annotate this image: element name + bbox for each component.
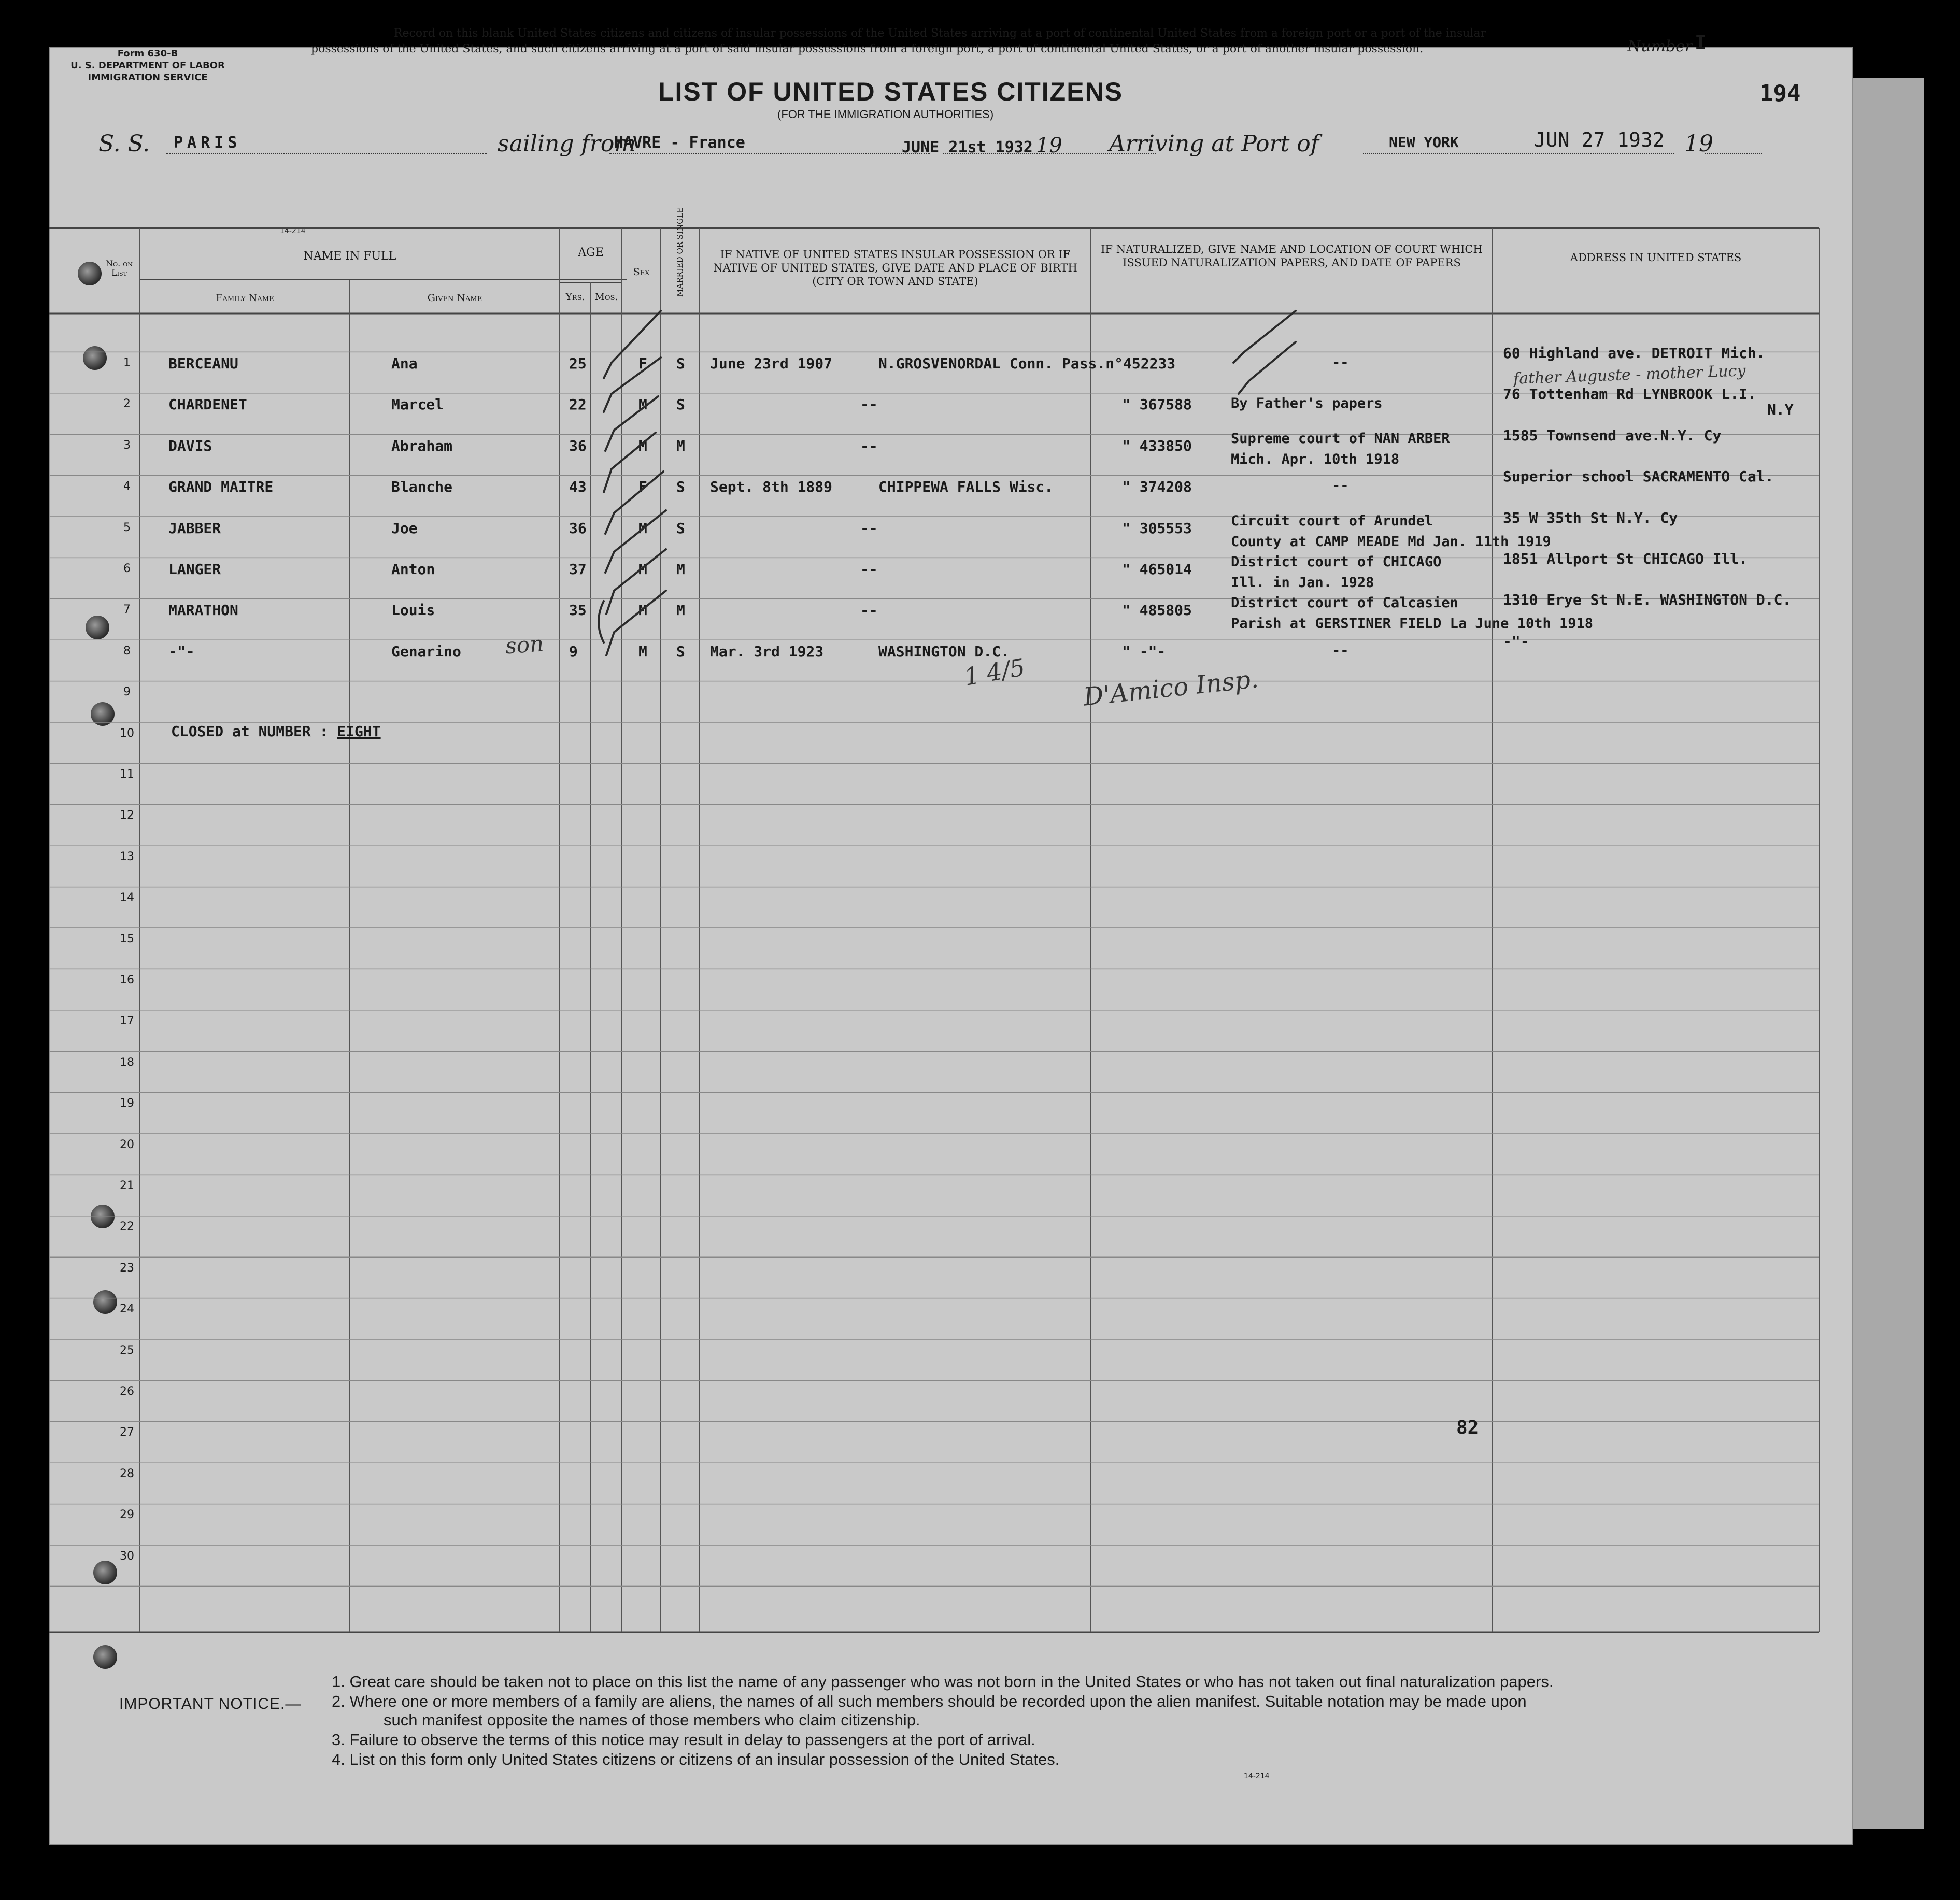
form-identifier — [62, 48, 233, 83]
row-number: 26 — [120, 1385, 134, 1398]
header-address: ADDRESS IN UNITED STATES — [1570, 251, 1742, 264]
departure-date-suffix: 19 — [1035, 134, 1062, 158]
birth-date-cell: -- — [860, 437, 878, 454]
row-number: 11 — [120, 768, 134, 781]
departure-port-line — [609, 153, 930, 154]
page-number: 194 — [1759, 80, 1801, 107]
header-sex: Sex — [633, 266, 650, 278]
header-no-on-list: No. on List — [106, 259, 133, 278]
address-cont-cell: N.Y — [1767, 401, 1794, 419]
age-cell: 36 — [569, 519, 587, 537]
sex-cell: M — [638, 437, 647, 454]
row-number: 17 — [120, 1015, 134, 1028]
closed-number: EIGHT — [337, 723, 381, 740]
naturalization-court-cell: District court of CHICAGO — [1231, 554, 1442, 570]
birth-date-cell: -- — [860, 519, 878, 537]
sex-cell: M — [638, 561, 647, 578]
address-cell: 35 W 35th St N.Y. Cy — [1503, 509, 1678, 526]
row-number: 7 — [123, 603, 131, 617]
family-name-cell: DAVIS — [168, 437, 212, 454]
naturalization-court-cell: -- — [1332, 354, 1349, 370]
birth-date-cell: June 23rd 1907 — [710, 355, 833, 372]
marital-status-cell: M — [676, 437, 685, 454]
given-name-cell: Marcel — [391, 396, 444, 413]
department-name: U. S. DEPARTMENT OF LABOR — [70, 60, 225, 71]
arriving-label: Arriving at Port of — [1109, 131, 1319, 157]
row-number: 5 — [123, 521, 131, 534]
closed-at-number — [171, 723, 381, 740]
header-name-in-full: NAME IN FULL — [303, 250, 396, 263]
family-name-cell: GRAND MAITRE — [168, 478, 274, 496]
row-number: 25 — [120, 1344, 134, 1357]
row-number: 8 — [123, 644, 131, 658]
closed-label: CLOSED at NUMBER : — [171, 723, 337, 740]
address-cell: 76 Tottenham Rd LYNBROOK L.I. — [1503, 385, 1756, 403]
naturalization-court-cell: District court of Calcasien — [1231, 595, 1458, 611]
departure-date-value: JUNE 21st 1932 — [902, 138, 1033, 156]
naturalization-number-cell: " 305553 — [1122, 519, 1192, 537]
age-cell: 35 — [569, 602, 587, 619]
naturalization-number-cell: " 374208 — [1122, 478, 1192, 496]
family-name-cell: BERCEANU — [168, 355, 238, 372]
family-name-cell: LANGER — [168, 561, 221, 578]
row-number: 15 — [120, 932, 134, 946]
birth-date-cell: -- — [860, 602, 878, 619]
arrival-year-suffix: 19 — [1684, 131, 1713, 157]
punch-hole — [86, 616, 109, 639]
given-name-cell: Genarino — [391, 642, 461, 660]
birth-date-cell: -- — [860, 561, 878, 578]
address-cell: 1585 Townsend ave.N.Y. Cy — [1503, 426, 1722, 444]
row-number: 22 — [120, 1220, 134, 1234]
naturalization-court-cell: Circuit court of Arundel — [1231, 512, 1433, 529]
ship-name: PARIS — [174, 134, 242, 152]
marital-status-cell: M — [676, 602, 685, 619]
naturalization-court-detail-cell: Parish at GERSTINER FIELD La June 10th 1918 — [1231, 616, 1593, 632]
row-number: 21 — [120, 1179, 134, 1192]
header-age: AGE — [578, 246, 604, 259]
naturalization-court-cell: Supreme court of NAN ARBER — [1231, 430, 1450, 447]
manifest-sheet — [49, 47, 1853, 1845]
arrival-date-stamp: JUN 27 1932 — [1534, 128, 1665, 151]
form-number: Form 630-B — [117, 48, 178, 59]
address-cell: Superior school SACRAMENTO Cal. — [1503, 468, 1774, 485]
naturalization-number-cell: " 465014 — [1122, 561, 1192, 578]
age-cell: 25 — [569, 355, 587, 372]
form-code-top: 14-214 — [280, 227, 306, 235]
instructions-text: Record on this blank United States citizens and citizens of insular possessions of the United States arriving at a port of continental United States from a foreign port or a port of the insular possessions of the United States, and such citizens arriving at a port of said insular possessions from a foreign port, a port of continental United States, or a port of another insular possession. — [311, 27, 1486, 55]
birth-place-cell: CHIPPEWA FALLS Wisc. — [878, 478, 1054, 496]
age-cell: 9 — [569, 642, 578, 660]
naturalization-court-cell: -- — [1332, 478, 1349, 494]
row-number: 14 — [120, 891, 134, 905]
sex-cell: F — [638, 478, 647, 496]
row-number: 2 — [123, 397, 131, 411]
naturalization-court-detail-cell: County at CAMP MEADE Md Jan. 11th 1919 — [1231, 533, 1551, 550]
row-number: 10 — [120, 726, 134, 740]
family-name-cell: JABBER — [168, 519, 221, 537]
header-given-name: Given Name — [427, 292, 482, 304]
row-number: 9 — [123, 685, 131, 699]
birth-date-cell: -- — [860, 396, 878, 413]
sailing-from-label: sailing from — [498, 131, 636, 157]
departure-port: HAVRE - France — [614, 134, 745, 152]
notice-item-3: 3. Failure to observe the terms of this notice may result in delay to passengers at the port of arrival. — [332, 1731, 1035, 1749]
naturalization-number-cell: " -"- — [1122, 642, 1166, 660]
row-number: 29 — [120, 1508, 134, 1522]
row-number: 27 — [120, 1426, 134, 1439]
given-name-cell: Ana — [391, 355, 418, 372]
ship-name-line — [166, 153, 487, 154]
row-number: 1 — [123, 356, 131, 369]
handwritten-parents-note: father Auguste - mother Lucy — [1513, 362, 1746, 388]
form-code-bottom: 14-214 — [1244, 1772, 1270, 1780]
row-number: 28 — [120, 1467, 134, 1480]
row-number: 12 — [120, 809, 134, 822]
number-label: Number — [1627, 37, 1693, 55]
marital-status-cell: M — [676, 561, 685, 578]
stamp-number: 82 — [1456, 1417, 1479, 1438]
ss-label: S. S. — [98, 131, 150, 157]
row-number: 18 — [120, 1055, 134, 1069]
naturalization-court-detail-cell: Ill. in Jan. 1928 — [1231, 575, 1374, 591]
age-cell: 37 — [569, 561, 587, 578]
given-name-cell: Joe — [391, 519, 418, 537]
header-family-name: Family Name — [216, 292, 274, 304]
header-naturalized: IF NATURALIZED, GIVE NAME AND LOCATION OF COURT WHICH ISSUED NATURALIZATION PAPERS, AND DATE OF PAPERS — [1101, 243, 1483, 269]
address-cell: 1851 Allport St CHICAGO Ill. — [1503, 550, 1748, 567]
row-number: 30 — [120, 1549, 134, 1563]
header-married-single: MARRIED OR SINGLE — [675, 207, 685, 297]
punch-hole — [78, 262, 102, 285]
row-number: 23 — [120, 1261, 134, 1275]
birth-date-cell: Mar. 3rd 1923 — [710, 642, 824, 660]
age-cell: 43 — [569, 478, 587, 496]
header-native-birth: IF NATIVE OF UNITED STATES INSULAR POSSESSION OR IF NATIVE OF UNITED STATES, GIVE DATE AND PLACE OF BIRTH (CITY OR TOWN AND STATE) — [713, 248, 1077, 288]
handwritten-son: son — [504, 631, 545, 659]
given-name-cell: Louis — [391, 602, 435, 619]
birth-place-cell: WASHINGTON D.C. — [878, 642, 1010, 660]
marital-status-cell: S — [676, 355, 685, 372]
marital-status-cell: S — [676, 642, 685, 660]
header-yrs: Yrs. — [565, 291, 585, 303]
punch-hole — [93, 1645, 117, 1669]
important-notice-label: IMPORTANT NOTICE.— — [119, 1695, 302, 1712]
naturalization-court-cell: -- — [1332, 642, 1349, 659]
row-number: 4 — [123, 480, 131, 493]
header-mos: Mos. — [594, 291, 618, 303]
handwritten-count: 1 4/5 — [962, 653, 1027, 691]
family-name-cell: -"- — [168, 642, 195, 660]
naturalization-number-cell: " 367588 — [1122, 396, 1192, 413]
age-cell: 36 — [569, 437, 587, 454]
notice-item-2: 2. Where one or more members of a family are aliens, the names of all such members should be recorded upon the alien manifest. Suitable notation may be made upon — [332, 1692, 1527, 1710]
family-name-cell: MARATHON — [168, 602, 238, 619]
sex-cell: M — [638, 642, 647, 660]
notice-item-2-cont: such manifest opposite the names of those members who claim citizenship. — [384, 1711, 920, 1729]
given-name-cell: Anton — [391, 561, 435, 578]
birth-place-cell: N.GROSVENORDAL Conn. Pass.n°452233 — [878, 355, 1176, 372]
family-name-cell: CHARDENET — [168, 396, 247, 413]
address-cell: -"- — [1503, 632, 1529, 650]
sex-cell: M — [638, 396, 647, 413]
page-subtitle: (FOR THE IMMIGRATION AUTHORITIES) — [777, 108, 994, 121]
arrival-port: NEW YORK — [1389, 134, 1459, 151]
notice-item-1: 1. Great care should be taken not to place on this list the name of any passenger who was not born in the United States or who has not taken out final naturalization papers. — [332, 1673, 1554, 1691]
page-title: LIST OF UNITED STATES CITIZENS — [658, 77, 1124, 106]
row-number: 20 — [120, 1138, 134, 1151]
row-number: 16 — [120, 974, 134, 987]
punch-hole — [91, 702, 115, 726]
marital-status-cell: S — [676, 519, 685, 537]
arrival-year-line — [1705, 153, 1762, 154]
age-cell: 22 — [569, 396, 587, 413]
row-number: 3 — [123, 438, 131, 452]
address-cell: 60 Highland ave. DETROIT Mich. — [1503, 345, 1765, 362]
row-number: 24 — [120, 1303, 134, 1316]
row-number: 19 — [120, 1097, 134, 1110]
naturalization-court-detail-cell: Mich. Apr. 10th 1918 — [1231, 451, 1400, 467]
punch-hole — [93, 1561, 117, 1584]
given-name-cell: Abraham — [391, 437, 453, 454]
marital-status-cell: S — [676, 478, 685, 496]
row-number: 13 — [120, 850, 134, 863]
given-name-cell: Blanche — [391, 478, 453, 496]
naturalization-number-cell: " 485805 — [1122, 602, 1192, 619]
sex-cell: F — [638, 355, 647, 372]
birth-date-cell: Sept. 8th 1889 — [710, 478, 833, 496]
row-number: 6 — [123, 562, 131, 575]
punch-hole — [83, 346, 107, 370]
number-value: I — [1695, 31, 1707, 54]
sex-cell: M — [638, 519, 647, 537]
arrival-line — [1363, 153, 1674, 154]
naturalization-court-cell: By Father's papers — [1231, 395, 1383, 412]
service-name: IMMIGRATION SERVICE — [88, 72, 208, 83]
notice-item-4: 4. List on this form only United States citizens or citizens of an insular possession of the United States. — [332, 1750, 1060, 1768]
sex-cell: M — [638, 602, 647, 619]
marital-status-cell: S — [676, 396, 685, 413]
handwritten-inspector-signature: D'Amico Insp. — [1082, 664, 1260, 712]
naturalization-number-cell: " 433850 — [1122, 437, 1192, 454]
address-cell: 1310 Erye St N.E. WASHINGTON D.C. — [1503, 591, 1792, 609]
